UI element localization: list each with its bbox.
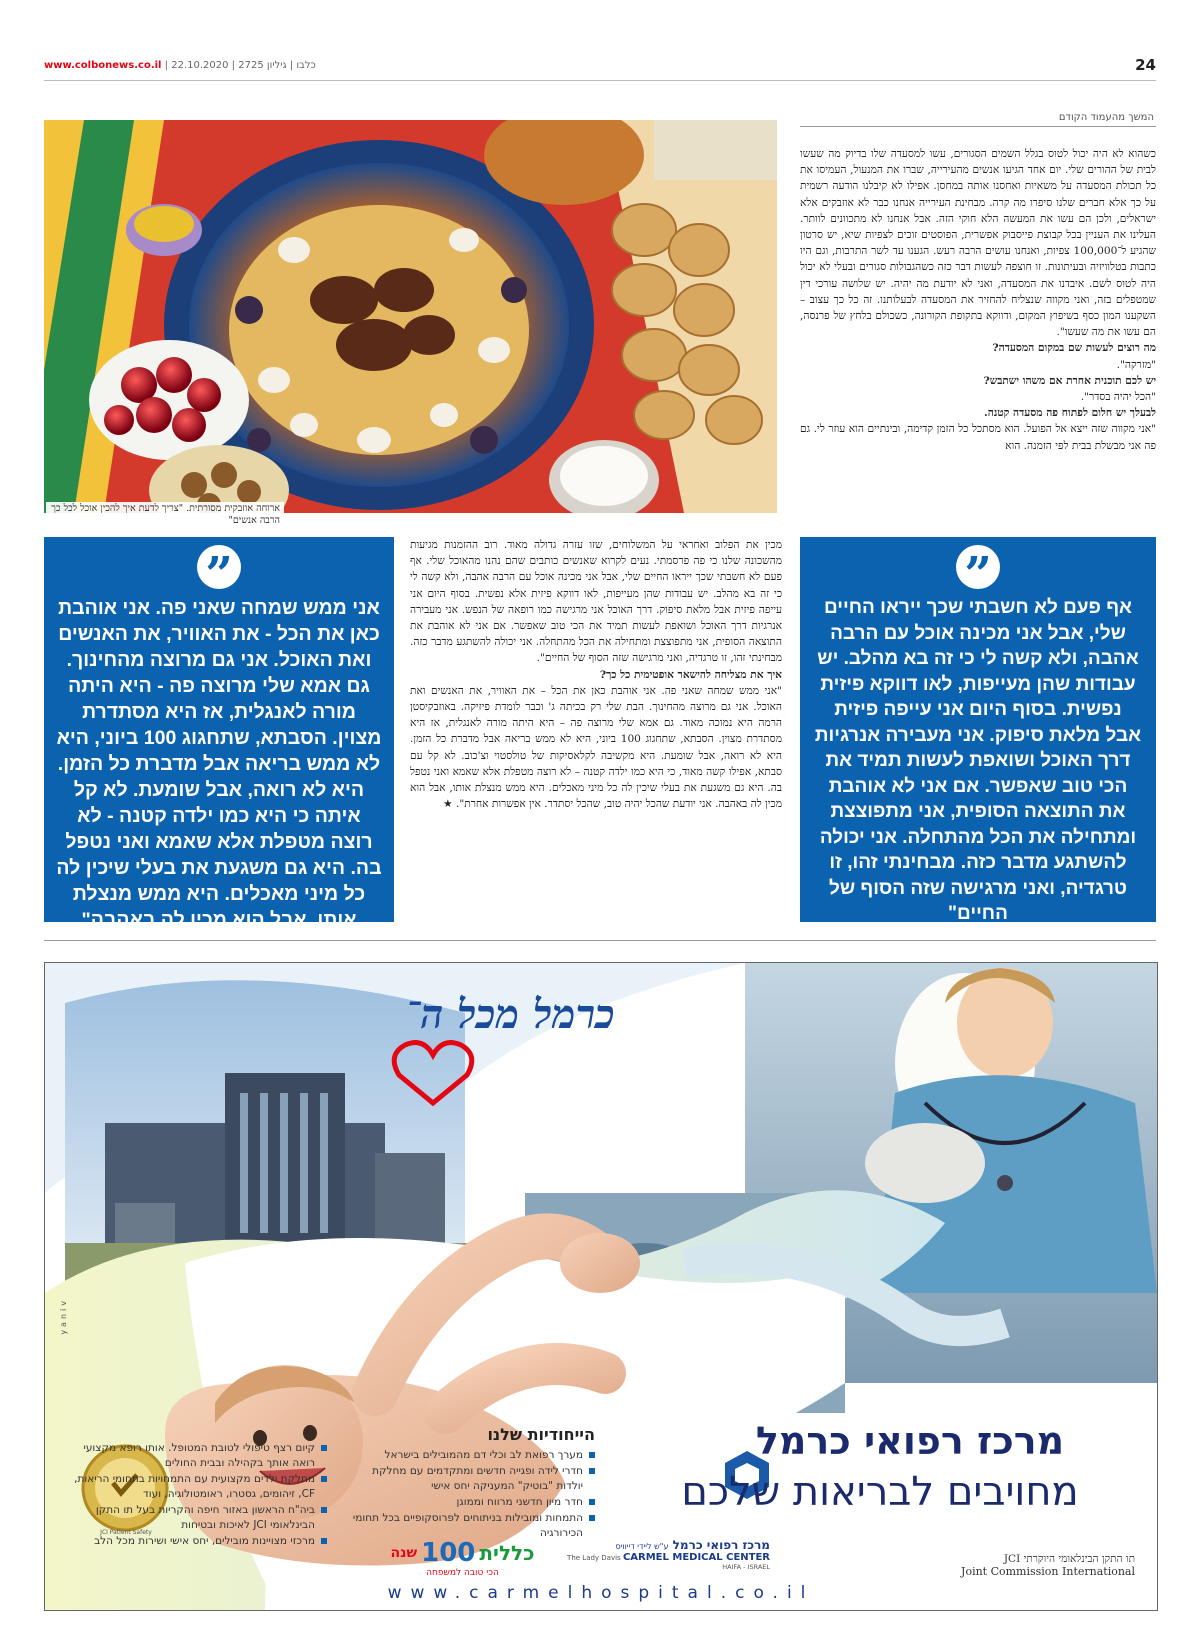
carmel-hospital-ad[interactable] bbox=[44, 962, 1158, 1611]
article-column-middle bbox=[410, 537, 782, 927]
article-paragraph: "אני מקווה שזה ייצא אל הפועל. הוא מסתכל כל הזמן קדימה, ובינתיים הוא עוזר לי. גם פה אני מבשלת בבית לפי הזמנה. הוא bbox=[800, 423, 1156, 452]
feature-text: ביה"ח הראשון באזור חיפה והקריות בעל תו התקן הבינלאומי JCI לאיכות ובטיחות bbox=[95, 1504, 315, 1531]
bullet-icon bbox=[589, 1452, 595, 1458]
cmc-name-en: CARMEL MEDICAL CENTER bbox=[622, 1552, 770, 1563]
feature-item bbox=[345, 1495, 595, 1510]
bullet-icon bbox=[321, 1445, 327, 1451]
ad-website[interactable]: www.carmelhospital.co.il bbox=[387, 1583, 815, 1603]
article-paragraph: "מזרקה". bbox=[1116, 358, 1156, 371]
feature-text: מרכזי מצויינות מובילים, יחס אישי ושירות מכל הלב bbox=[94, 1535, 315, 1547]
feature-text: חדר מיון חדשני מרווח וממוגן bbox=[456, 1496, 583, 1508]
feature-text: התמחות ומובילות בניתוחים לפרוסקופיים בכל תחומי הכירורגיה bbox=[352, 1512, 583, 1539]
bullet-icon bbox=[321, 1476, 327, 1482]
continued-label: המשך מהעמוד הקודם bbox=[1058, 112, 1154, 123]
interview-question: איך את מצליחה להישאר אופטימית כל כך? bbox=[599, 668, 782, 681]
article-paragraph: כשהוא לא היה יכול לטוס בגלל השמים הסגורים, עשו למסעדה שלו בדיוק מה שעשו לבית של ההורים שלי. יום אחד הגיעו אנשים מהעירייה, שברו את המנעול, העמיסו את כל תכולת המסעדה על משאיות ואחסנו אותה במחסן. אפילו לא קיבלנו הודעה רשמית על כך אלא חברים שלנו סיפרו מה קרה. מבחינת העירייה אנחנו כבר לא אוזבקים אלא ישראלים, ולכן הם עשו את המעשה הלא חוקי הזה. אבל אנחנו לא מתכוונים לוותר. העלינו את העניין בכל קבוצת פייסבוק אפשרית, הפוסטים זוכים לצפיות שיא, יש סרטון שהגיע ל־100,000 צפיות, ואנחנו עושים הרבה רעש. הגענו עד לשר התרבות, וגם היו כתבות בטלוויזיה ובעיתונות. זו חוצפה לעשות דבר כזה כשהגבולות סגורים ובעלי לא יכול היה לטוס לשם. איבדנו את המסעדה, ואני לא יודעת מה יהיה. יש שלושה עורכי דין שמטפלים בזה, ואני מקווה שנצליח להחזיר את המסעדה לבעלותנו. זה כל כך עצוב – השקענו המון כסף בשיפוץ המקום, ודווקא בתקופת הקורונה, כשכולם בלחץ של פרנסה, הם עשו את מה שעשו". bbox=[800, 148, 1156, 339]
site-url[interactable]: www.colbonews.co.il bbox=[44, 60, 162, 71]
quote-mark-icon: ” bbox=[956, 545, 1000, 589]
feature-item bbox=[67, 1534, 327, 1549]
photo-caption: ארוחה אוזבקית מסורתית. "צריך לדעת איך להכין אוכל לכל כך הרבה אנשים" bbox=[46, 502, 284, 528]
bullet-icon bbox=[589, 1468, 595, 1474]
continued-rule bbox=[800, 126, 1156, 127]
clalit-years: שנה bbox=[390, 1545, 418, 1561]
feature-item bbox=[345, 1464, 595, 1494]
jci-he: תו התקן הבינלאומי היוקרתי JCI bbox=[1003, 1553, 1135, 1565]
article-paragraph: "אני ממש שמחה שאני פה. אני אוהבת כאן את הכל – את האוויר, את האנשים ואת האוכל. אני גם מרוצה מהחינוך. הבת שלי רק בכיתה ג' וכבר לומדת פיזיקה. באוזבקיסטן הרמה היא נמוכה מאוד. גם אמא שלי מרוצה פה – היא היתה מורה לאנגלית, אז היא מסתדרת מצוין. הסבתא, שתחגוג 100 ביוני, היא לא ממש בריאה אבל מדברת כל הזמן. היא לא רואה, אבל שומעת. היא מקשיבה לקלאסיקות של טולסטוי וצ'כוב. לא קל עם סבתא, אפילו קשה מאוד, כי היא כמו ילדה קטנה – לא רוצה מטפלת אלא שאמא ואני נטפל בה. היא גם משגעת את בעלי שיכין לה כל מיני מאכלים. היא ממש מנצלת אותו, אבל הוא מכין לה באהבה. אני יודעת שהכל יהיה טוב, שהכל יסתדר. אין אפשרות אחרת". ★ bbox=[410, 684, 782, 811]
interview-question: לבעלך יש חלום לפתוח פה מסעדה קטנה. bbox=[984, 407, 1156, 420]
feature-text: מחלקת ילדים מקצועית עם התמחויות בתחומי הריאות, CF, זיהומים, גסטרו, ראומטולוגיה, ועוד bbox=[74, 1473, 315, 1500]
clalit-100: 100 bbox=[421, 1538, 476, 1568]
feature-text: חדרי לידה ופגייה חדשים ומתקדמים עם מחלקת יולדות "בוטיק" המעניקה יחס אישי bbox=[372, 1465, 583, 1492]
pull-quote-left bbox=[44, 537, 394, 931]
pull-quote-left-text: אני ממש שמחה שאני פה. אני אוהבת כאן את הכל - את האוויר, את האנשים ואת האוכל. אני גם מרוצה מהחינוך. גם אמא שלי מרוצה פה - היא היתה מורה לאנגלית, אז היא מסתדרת מצוין. הסבתא, שתחגוג 100 ביוני, היא לא ממש בריאה אבל מדברת כל הזמן. היא לא רואה, אבל שומעת. לא קל איתה כי היא כמו ילדה קטנה - לא רוצה מטפלת אלא שאמא ואני נטפל בה. היא גם משגעת את בעלי שיכין לה כל מיני מאכלים. היא ממש מנצלת אותו, אבל הוא מכין לה באהבה" bbox=[56, 597, 382, 931]
article-paragraph: "הכל יהיה בסדר". bbox=[1080, 391, 1156, 404]
bullet-icon bbox=[321, 1538, 327, 1544]
bullet-icon bbox=[321, 1507, 327, 1513]
jci-text bbox=[845, 1553, 1135, 1578]
feature-text: קיום רצף טיפולי לטובת המטופל. אותו רופא מקצועי רואה אותך בקהילה ובבית החולים bbox=[83, 1442, 315, 1469]
cmc-name-he: מרכז רפואי כרמל bbox=[672, 1538, 770, 1552]
feature-text: מערך רפואת לב וכלי דם מהמובילים בישראל bbox=[384, 1449, 583, 1461]
article-column-right bbox=[800, 146, 1156, 514]
clalit-tagline: הכי טובה למשפחה bbox=[426, 1568, 499, 1578]
food-illustration bbox=[44, 120, 777, 513]
pull-quote-right-text: אף פעם לא חשבתי שכך ייראו החיים שלי, אבל אני מכינה אוכל עם הרבה אהבה, ולא קשה לי כי זה בא מהלב. יש עבודות שהן מעייפות, לאו דווקא פיזית נפשית. בסוף היום אני עייפה פיזית אבל מלאת סיפוק. אני מעבירה אנרגיות דרך האוכל ושואפת לעשות תמיד את הכי טוב שאפשר. אם אני לא אוהבת את התוצאה הסופית, אני מתפוצצת ומתחילה את הכל מהתחלה. אני יכולה להשתגע מדבר כזה. מבחינתי זהו, זו טרגדיה, ואני מרגישה שזה הסוף של החיים" bbox=[814, 597, 1142, 924]
ad-headline-1: מרכז רפואי כרמל bbox=[755, 1419, 1065, 1463]
feature-item bbox=[67, 1472, 327, 1502]
jci-badge-label: JCI Patient Safety bbox=[100, 1529, 152, 1536]
features-middle bbox=[345, 1425, 595, 1542]
bullet-icon bbox=[589, 1499, 595, 1505]
ad-slogan: כרמל מכל ה־ bbox=[405, 991, 615, 1038]
page-number: 24 bbox=[1135, 56, 1156, 74]
ad-headline-2: מחויבים לבריאות שלכם bbox=[681, 1469, 1079, 1515]
interview-question: מה רוצים לעשות שם במקום המסעדה? bbox=[992, 342, 1156, 355]
section-rule bbox=[44, 940, 1156, 941]
ad-credit: yaniv bbox=[59, 1298, 68, 1335]
feature-item bbox=[345, 1511, 595, 1541]
jci-en: Joint Commission International bbox=[961, 1565, 1135, 1578]
header-rule bbox=[44, 80, 1156, 81]
cmc-city: HAIFA - ISRAEL bbox=[722, 1563, 770, 1571]
clalit-word: כללית bbox=[479, 1541, 535, 1565]
quote-mark-icon: ” bbox=[197, 545, 241, 589]
cmc-logo bbox=[560, 1538, 770, 1571]
interview-question: יש לכם תוכנית אחרת אם משהו ישתבש? bbox=[983, 374, 1156, 387]
masthead-site bbox=[44, 60, 316, 71]
feature-item bbox=[67, 1441, 327, 1471]
food-photo bbox=[44, 120, 777, 513]
cmc-en-pre: The Lady Davis bbox=[567, 1554, 621, 1562]
pull-quote-right bbox=[800, 537, 1156, 922]
feature-item bbox=[345, 1448, 595, 1463]
article-paragraph: מכין את הפלוב ואחראי על המשלוחים, שזו עזרה גדולה מאוד. רוב ההזמנות מגיעות מהשכונה שלנו כי פה פרסמתי. נעים לקרוא שאנשים כותבים שהם נהנו מהאוכל שלי. אף פעם לא חשבתי שכך ייראו החיים שלי, אבל אני מכינה אוכל עם הרבה אהבה, ולא קשה לי כי זה בא מהלב. יש עבודות שהן מעייפות, לאו דווקא פיזית אלא נפשית. בסוף היום אני עייפה פיזית אבל מלאת סיפוק. דרך האוכל אני מרגישה כמו רופאה של הנפש. אני מעבירה אנרגיות דרך האוכל ושואפת לעשות תמיד את הכי טוב שאפשר. אם אני לא אוהבת את התוצאה הסופית, אני מתפוצצת ומתחילה את הכל מהתחלה. אני יכולה להשתגע מדבר כזה. מבחינתי זהו, זו טרגדיה, ואני מרגישה שזה הסוף של החיים". bbox=[410, 539, 782, 665]
clalit-logo bbox=[375, 1538, 550, 1580]
features-title: הייחודיות שלנו bbox=[487, 1425, 595, 1444]
bullet-icon bbox=[589, 1515, 595, 1521]
cmc-sub: ע"ש ליידי דייוויס bbox=[615, 1542, 669, 1551]
issue-info: | כלבו | גיליון 2725 | 22.10.2020 bbox=[164, 60, 316, 71]
